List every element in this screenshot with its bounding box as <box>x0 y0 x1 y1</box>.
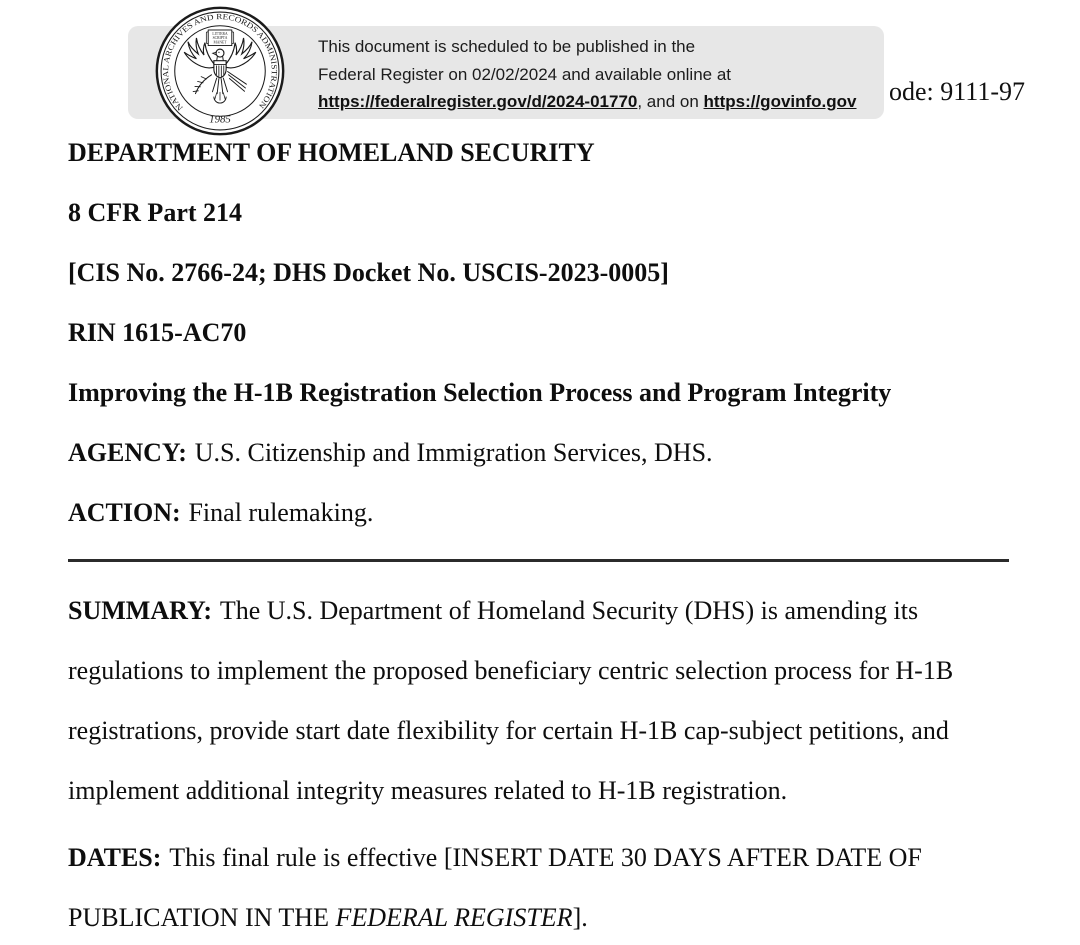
agency-heading: DEPARTMENT OF HOMELAND SECURITY <box>68 138 595 167</box>
summary-paragraph <box>68 581 1009 821</box>
docket-number-heading: [CIS No. 2766-24; DHS Docket No. USCIS-2023-0005] <box>68 258 669 287</box>
publication-banner-text <box>318 33 857 116</box>
seal-scroll <box>206 30 233 46</box>
seal-scroll-line-1: LITTERA <box>212 32 228 37</box>
rin-heading: RIN 1615-AC70 <box>68 318 247 347</box>
agency-line <box>68 423 1009 483</box>
banner-line-2: Federal Register on 02/02/2024 and available online at <box>318 64 732 84</box>
banner-line-3 <box>318 88 857 116</box>
summary-line-3: registrations, provide start date flexibility for certain H-1B cap-subject petitions, and <box>68 716 949 745</box>
federalregister-link[interactable]: https://federalregister.gov/d/2024-01770 <box>318 92 638 111</box>
agency-label: AGENCY: <box>68 438 187 467</box>
dates-label: DATES: <box>68 843 162 872</box>
banner-line-1: This document is scheduled to be published in the <box>318 37 696 56</box>
agency-value: U.S. Citizenship and Immigration Services, DHS. <box>194 438 713 467</box>
summary-line-2: regulations to implement the proposed beneficiary centric selection process for H-1B <box>68 656 954 685</box>
govinfo-link[interactable]: https://govinfo.gov <box>703 92 857 111</box>
summary-line-1: SUMMARY: The U.S. Department of Homeland Security (DHS) is amending its <box>68 596 919 625</box>
dates-paragraph <box>68 828 1009 945</box>
action-line <box>68 483 1009 543</box>
section-divider <box>68 559 1009 562</box>
cfr-part-heading: 8 CFR Part 214 <box>68 198 243 227</box>
federal-register-italic: FEDERAL REGISTER <box>335 903 573 932</box>
dates-line-2: PUBLICATION IN THE FEDERAL REGISTER]. <box>68 903 588 932</box>
billing-code-text: ode: 9111-97 <box>889 77 1025 106</box>
summary-line-4: implement additional integrity measures related to H-1B registration. <box>68 776 788 805</box>
nara-seal-icon <box>154 5 286 137</box>
action-label: ACTION: <box>68 498 181 527</box>
seal-scroll-line-3: MANET <box>213 40 227 45</box>
seal-scroll-line-2: SCRIPTA <box>212 36 228 41</box>
summary-label: SUMMARY: <box>68 596 213 625</box>
rule-title: Improving the H-1B Registration Selection Process and Program Integrity <box>68 378 892 407</box>
banner-line-3-middle: , and on <box>637 92 704 111</box>
action-value: Final rulemaking. <box>188 498 374 527</box>
seal-year-text: 1985 <box>209 113 231 126</box>
seal-rim-text: NATIONAL ARCHIVES AND RECORDS ADMINISTRATION <box>161 12 279 113</box>
dates-line-1: DATES: This final rule is effective [INSERT DATE 30 DAYS AFTER DATE OF <box>68 843 922 872</box>
document-body <box>68 123 1009 945</box>
